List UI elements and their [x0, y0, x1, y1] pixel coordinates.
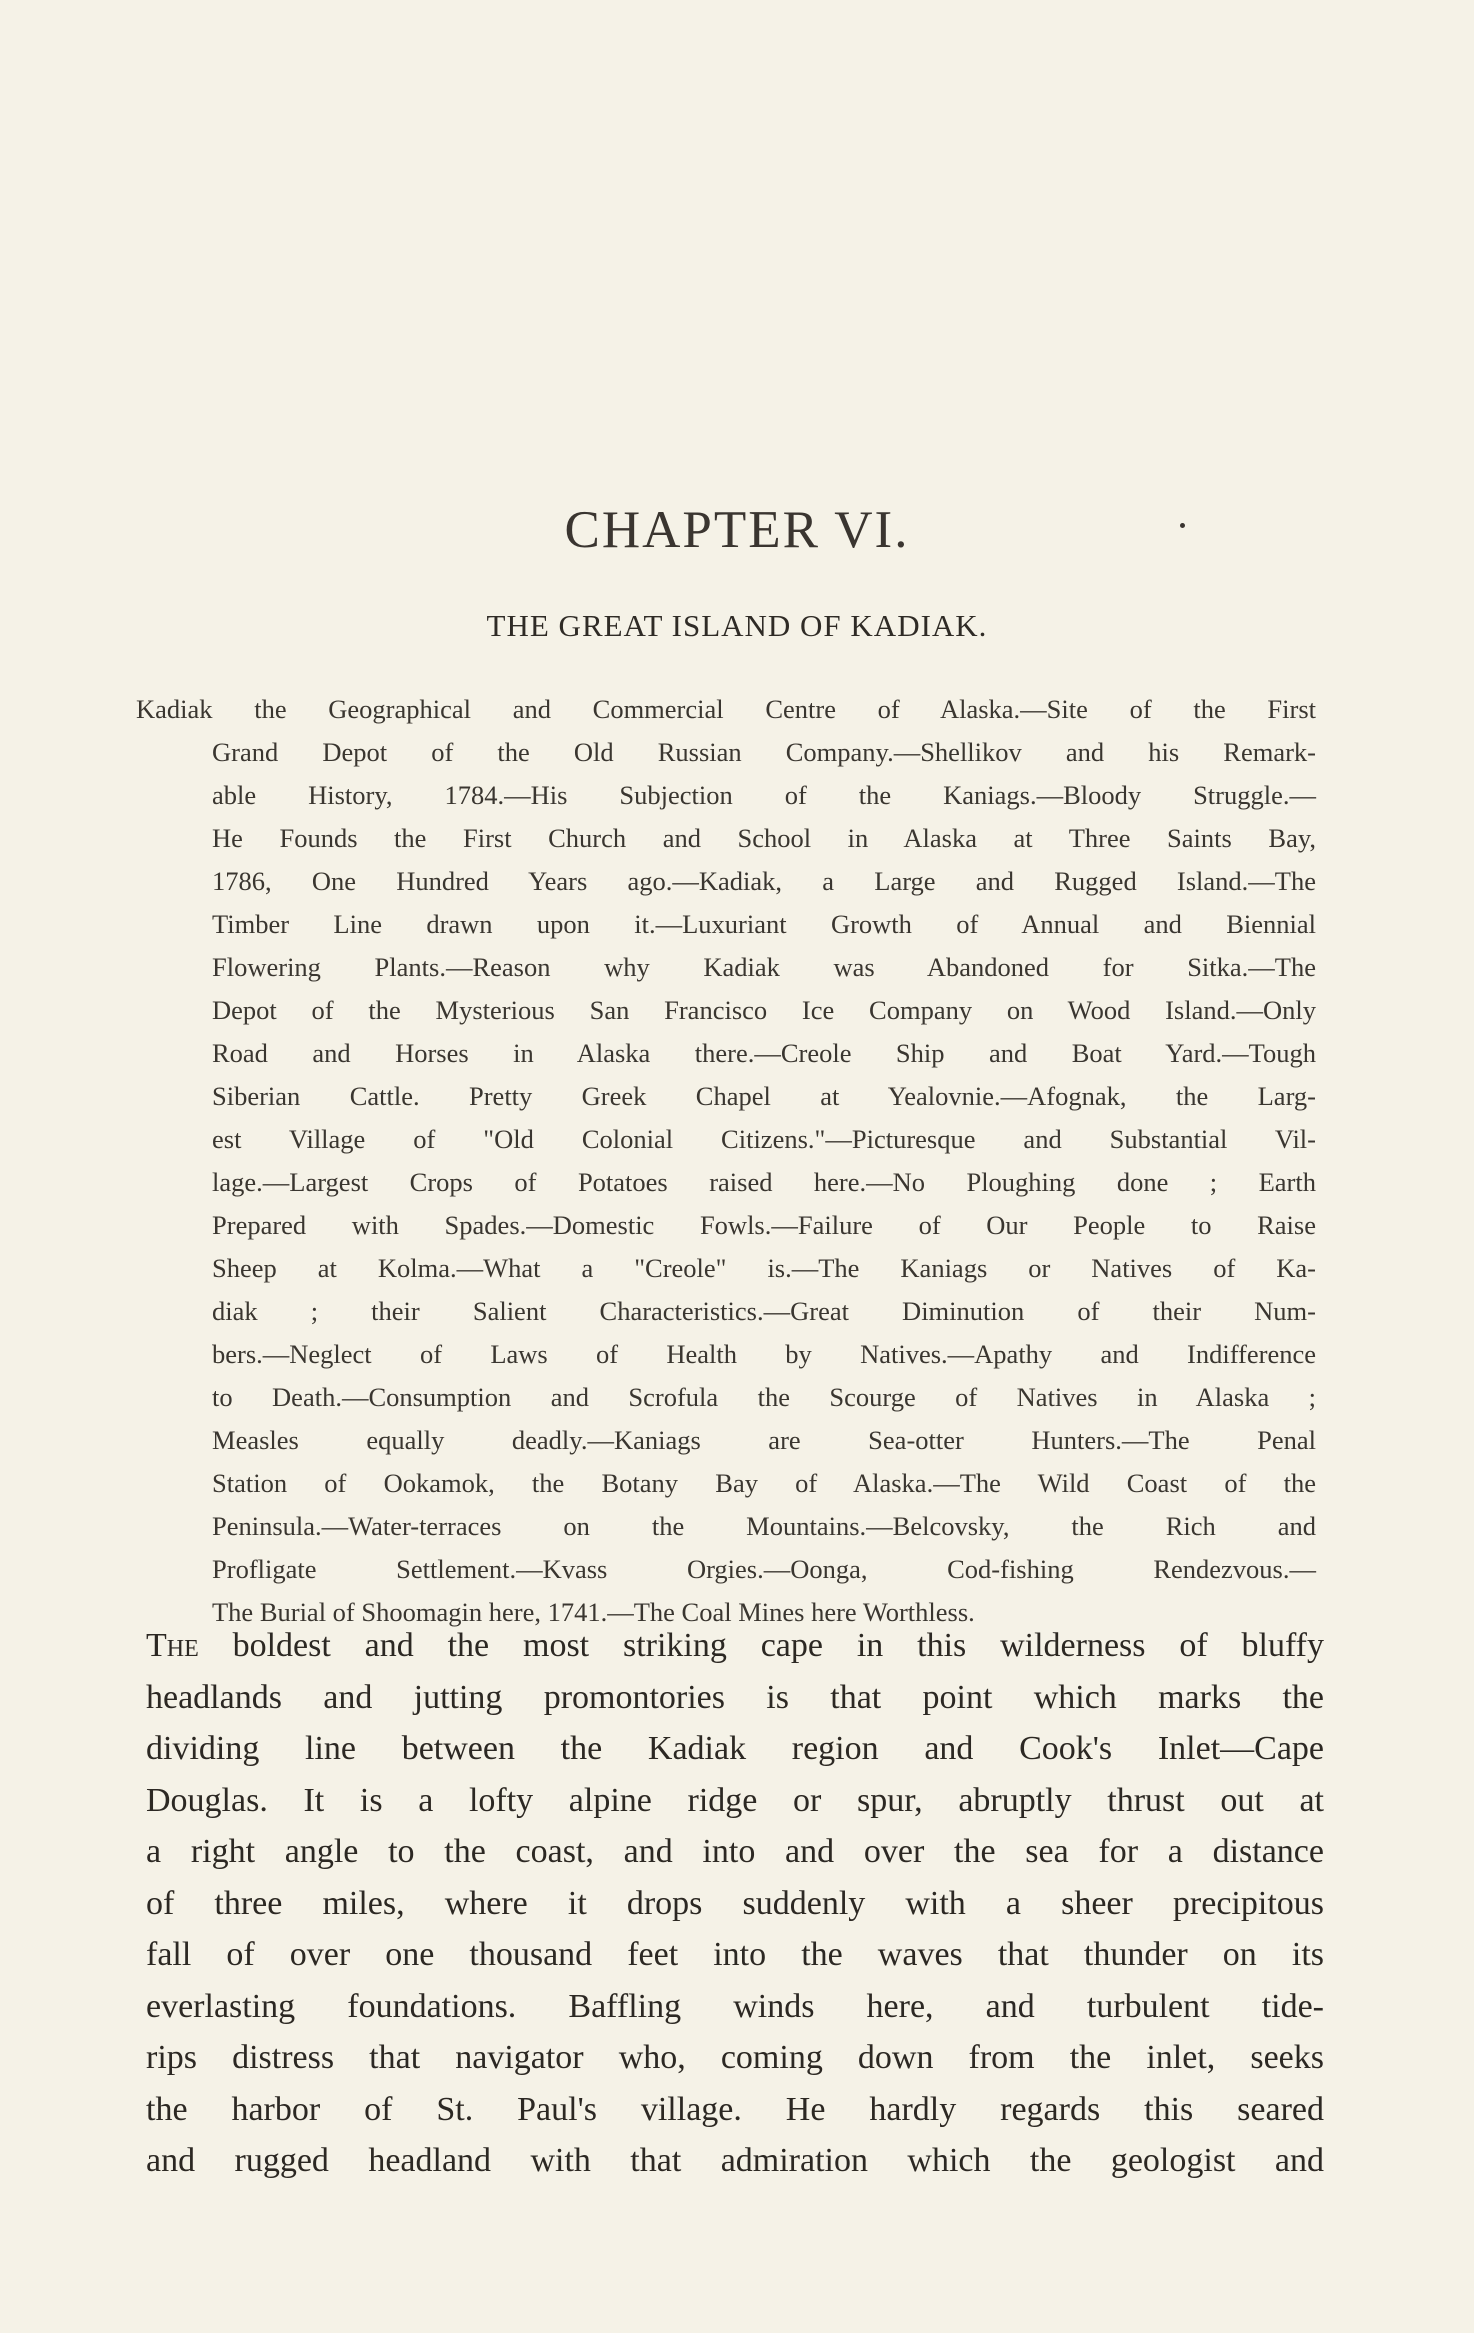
synopsis-line: 1786, One Hundred Years ago.—Kadiak, a Large and Rugged Island.—The [212, 866, 1316, 896]
synopsis-line: Siberian Cattle. Pretty Greek Chapel at Yealovnie.—Afognak, the Larg- [212, 1081, 1316, 1111]
synopsis-line: Depot of the Mysterious San Francisco Ice Company on Wood Island.—Only [212, 995, 1316, 1025]
synopsis-line: lage.—Largest Crops of Potatoes raised here.—No Ploughing done ; Earth [212, 1167, 1316, 1197]
drop-word: The [146, 1627, 199, 1664]
body-line: of three miles, where it drops suddenly with a sheer precipitous [146, 1884, 1324, 1922]
synopsis-line: est Village of "Old Colonial Citizens."—Picturesque and Substantial Vil- [212, 1124, 1316, 1154]
body-line: headlands and jutting promontories is that point which marks the [146, 1678, 1324, 1716]
body-line: everlasting foundations. Baffling winds here, and turbulent tide- [146, 1987, 1324, 2025]
synopsis-line: Grand Depot of the Old Russian Company.—Shellikov and his Remark- [212, 737, 1316, 767]
body-line: dividing line between the Kadiak region and Cook's Inlet—Cape [146, 1730, 1324, 1767]
synopsis-line: to Death.—Consumption and Scrofula the Scourge of Natives in Alaska ; [212, 1382, 1316, 1412]
body-line: Douglas. It is a lofty alpine ridge or spur, abruptly thrust out at [146, 1781, 1324, 1819]
synopsis-line: bers.—Neglect of Laws of Health by Natives.—Apathy and Indifference [212, 1339, 1316, 1369]
synopsis-line: Road and Horses in Alaska there.—Creole Ship and Boat Yard.—Tough [212, 1038, 1316, 1068]
body-paragraph [146, 1620, 1324, 2187]
body-line: and rugged headland with that admiration which the geologist and [146, 2142, 1324, 2179]
chapter-synopsis [136, 688, 1316, 1634]
synopsis-line: diak ; their Salient Characteristics.—Great Diminution of their Num- [212, 1296, 1316, 1326]
synopsis-line: He Founds the First Church and School in Alaska at Three Saints Bay, [212, 823, 1316, 853]
synopsis-line: Profligate Settlement.—Kvass Orgies.—Oonga, Cod-fishing Rendezvous.— [212, 1554, 1316, 1584]
chapter-subtitle: THE GREAT ISLAND OF KADIAK. [486, 608, 988, 643]
synopsis-line: Sheep at Kolma.—What a "Creole" is.—The Kaniags or Natives of Ka- [212, 1253, 1316, 1283]
synopsis-line: Timber Line drawn upon it.—Luxuriant Growth of Annual and Biennial [212, 909, 1316, 939]
body-line: rips distress that navigator who, coming down from the inlet, seeks [146, 2039, 1324, 2076]
synopsis-line: Kadiak the Geographical and Commercial Centre of Alaska.—Site of the First [136, 694, 1316, 724]
chapter-heading: CHAPTER VI. [564, 501, 910, 559]
synopsis-line: Station of Ookamok, the Botany Bay of Alaska.—The Wild Coast of the [212, 1468, 1316, 1498]
synopsis-line: Prepared with Spades.—Domestic Fowls.—Failure of Our People to Raise [212, 1210, 1316, 1240]
body-line: a right angle to the coast, and into and over the sea for a distance [146, 1833, 1324, 1870]
body-line: the harbor of St. Paul's village. He hardly regards this seared [146, 2090, 1324, 2128]
ink-speck [1180, 523, 1185, 528]
body-line-rest: boldest and the most striking cape in this wilderness of bluffy [198, 1627, 1324, 1664]
body-line [146, 1620, 1324, 1672]
synopsis-line: Flowering Plants.—Reason why Kadiak was Abandoned for Sitka.—The [212, 952, 1316, 982]
synopsis-line: Measles equally deadly.—Kaniags are Sea-otter Hunters.—The Penal [212, 1425, 1316, 1455]
body-line: fall of over one thousand feet into the waves that thunder on its [146, 1936, 1324, 1973]
synopsis-line: able History, 1784.—His Subjection of the Kaniags.—Bloody Struggle.— [212, 780, 1316, 810]
synopsis-line: Peninsula.—Water-terraces on the Mountains.—Belcovsky, the Rich and [212, 1511, 1316, 1541]
synopsis-line: The Burial of Shoomagin here, 1741.—The Coal Mines here Worthless. [212, 1597, 975, 1627]
